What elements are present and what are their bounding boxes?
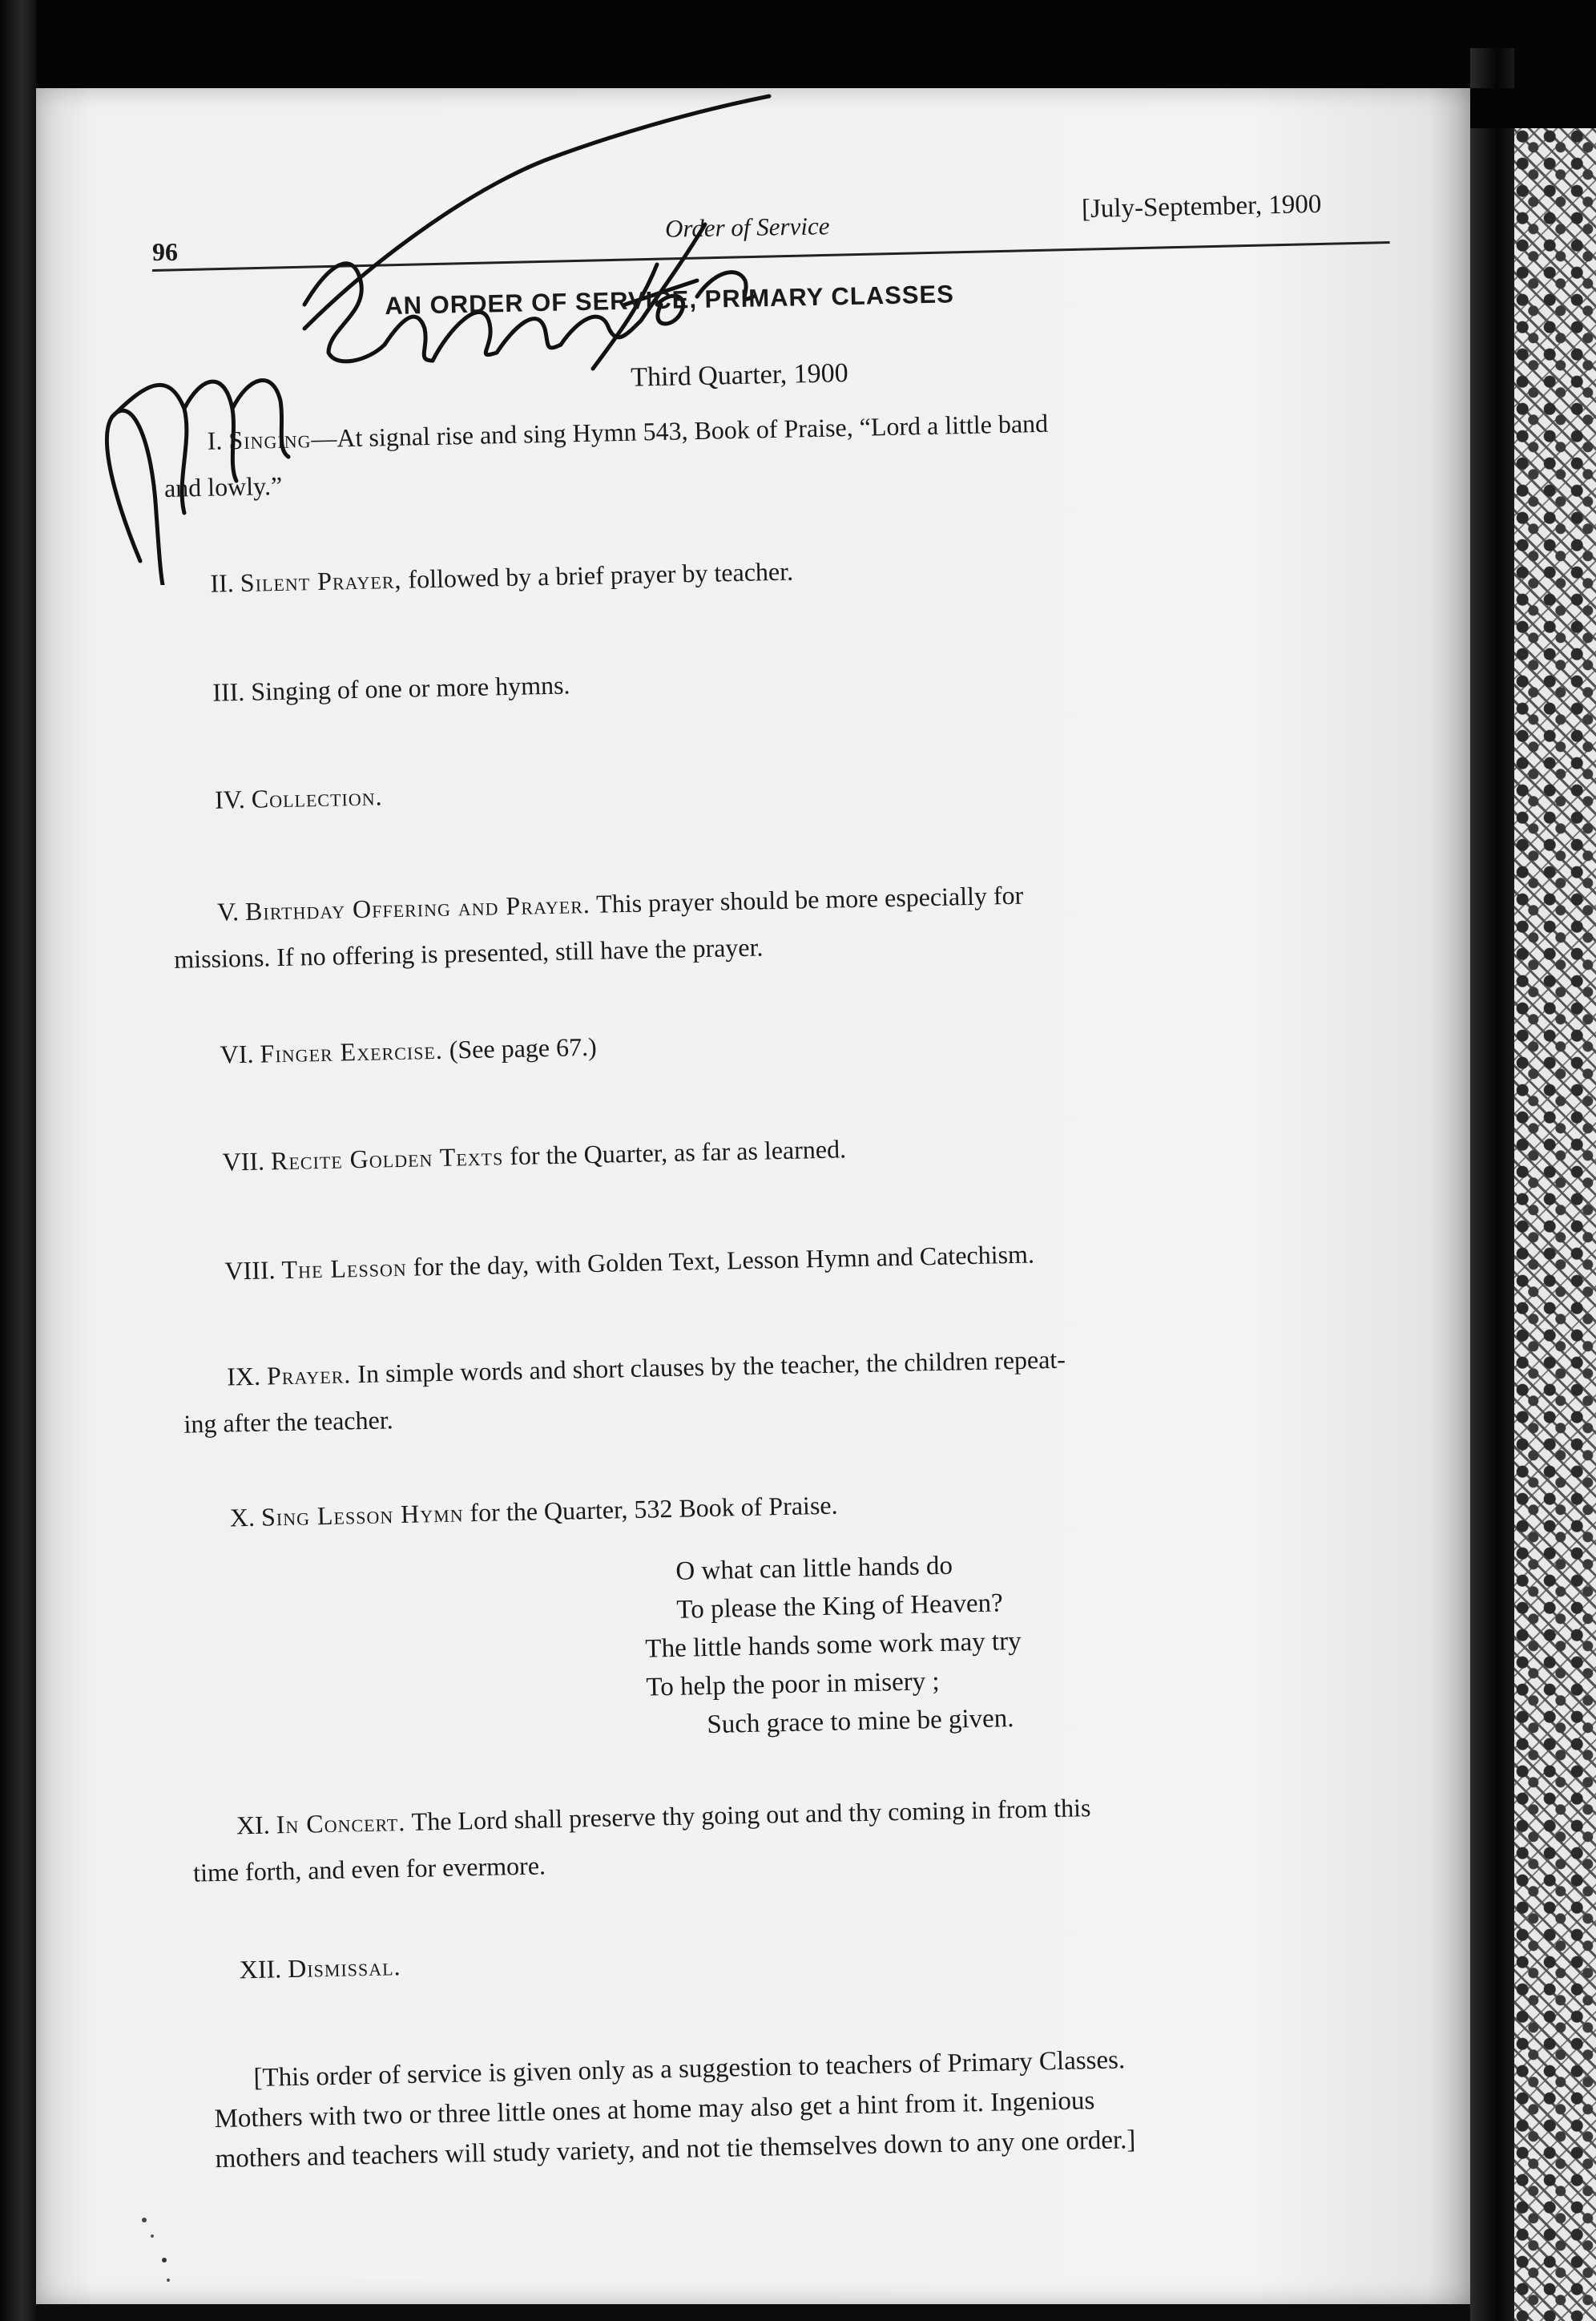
item-text: (See page 67.) xyxy=(442,1031,598,1064)
item-number: III. xyxy=(212,676,245,707)
item-heading: Singing xyxy=(228,424,312,455)
hymn-verse xyxy=(603,1545,1023,1746)
item-number: II. xyxy=(210,568,235,598)
verse-line: O what can little hands do xyxy=(675,1551,953,1586)
scan-background-corner xyxy=(1470,88,1596,128)
item-heading: Prayer. xyxy=(266,1359,352,1391)
item-heading: In Concert. xyxy=(276,1807,406,1839)
verse-line: To help the poor in misery ; xyxy=(646,1667,940,1702)
item-continuation: and lowly.” xyxy=(163,470,283,503)
note-line: mothers and teachers will study variety, and not tie themselves down to any one order.] xyxy=(215,2125,1136,2174)
verse-line: Such grace to mine be given. xyxy=(707,1704,1014,1740)
date-range: [July-September, 1900 xyxy=(1081,189,1322,224)
page-header xyxy=(152,189,1386,289)
item-number: VI. xyxy=(220,1039,254,1069)
note-line: [This order of service is given only as a suggestion to teachers of Primary Classes. xyxy=(253,2045,1126,2093)
verse-line: The little hands some work may try xyxy=(645,1626,1022,1664)
item-number: X. xyxy=(229,1502,256,1532)
running-head: Order of Service xyxy=(664,212,830,243)
verse-line: To please the King of Heaven? xyxy=(676,1588,1004,1625)
item-text: followed by a brief prayer by teacher. xyxy=(401,556,794,594)
item-heading: Recite Golden Texts xyxy=(270,1141,504,1176)
item-heading: Sing Lesson Hymn xyxy=(260,1498,464,1532)
item-number: V. xyxy=(216,897,240,926)
item-number: IV. xyxy=(214,784,246,814)
scan-background-top xyxy=(0,0,1596,88)
item-number: XII. xyxy=(239,1954,282,1984)
page-subtitle: Third Quarter, 1900 xyxy=(630,358,849,393)
item-number: XI. xyxy=(236,1810,271,1840)
item-heading: Dismissal. xyxy=(287,1952,401,1984)
page-gutter xyxy=(1470,48,1514,2321)
item-text: Singing of one or more hymns. xyxy=(250,670,570,706)
item-heading: The Lesson xyxy=(281,1252,407,1285)
item-heading: Silent Prayer, xyxy=(240,564,402,597)
item-continuation: ing after the teacher. xyxy=(183,1405,393,1439)
item-text: for the Quarter, as far as learned. xyxy=(502,1134,847,1171)
item-number: VII. xyxy=(222,1146,265,1177)
item-text: This prayer should be more especially for xyxy=(590,880,1024,918)
item-text: —At signal rise and sing Hymn 543, Book of Praise, “Lord a little band xyxy=(311,408,1049,454)
item-heading: Finger Exercise. xyxy=(260,1035,444,1068)
page-title: AN ORDER OF SERVICE, PRIMARY CLASSES xyxy=(384,280,955,321)
item-number: IX. xyxy=(226,1361,261,1391)
decorative-border xyxy=(1514,128,1596,2321)
item-text: The Lord shall preserve thy going out and thy coming in from this xyxy=(405,1793,1091,1836)
item-text: In simple words and short clauses by the teacher, the children repeat- xyxy=(350,1344,1066,1389)
item-continuation: time forth, and even for evermore. xyxy=(192,1851,546,1887)
scan-specks xyxy=(120,2204,184,2300)
item-continuation: missions. If no offering is presented, still have the prayer. xyxy=(173,932,764,974)
item-number: I. xyxy=(207,426,223,455)
book-binding xyxy=(0,0,36,2321)
item-heading: Birthday Offering and Prayer. xyxy=(244,889,591,926)
note-line: Mothers with two or three little ones at home may also get a hint from it. Ingenious xyxy=(214,2086,1095,2134)
item-text: for the Quarter, 532 Book of Praise. xyxy=(463,1490,838,1528)
page-number: 96 xyxy=(152,237,178,266)
item-number: VIII. xyxy=(224,1255,276,1286)
item-text: for the day, with Golden Text, Lesson Hymn and Catechism. xyxy=(406,1239,1035,1282)
item-heading: Collection. xyxy=(251,781,383,813)
